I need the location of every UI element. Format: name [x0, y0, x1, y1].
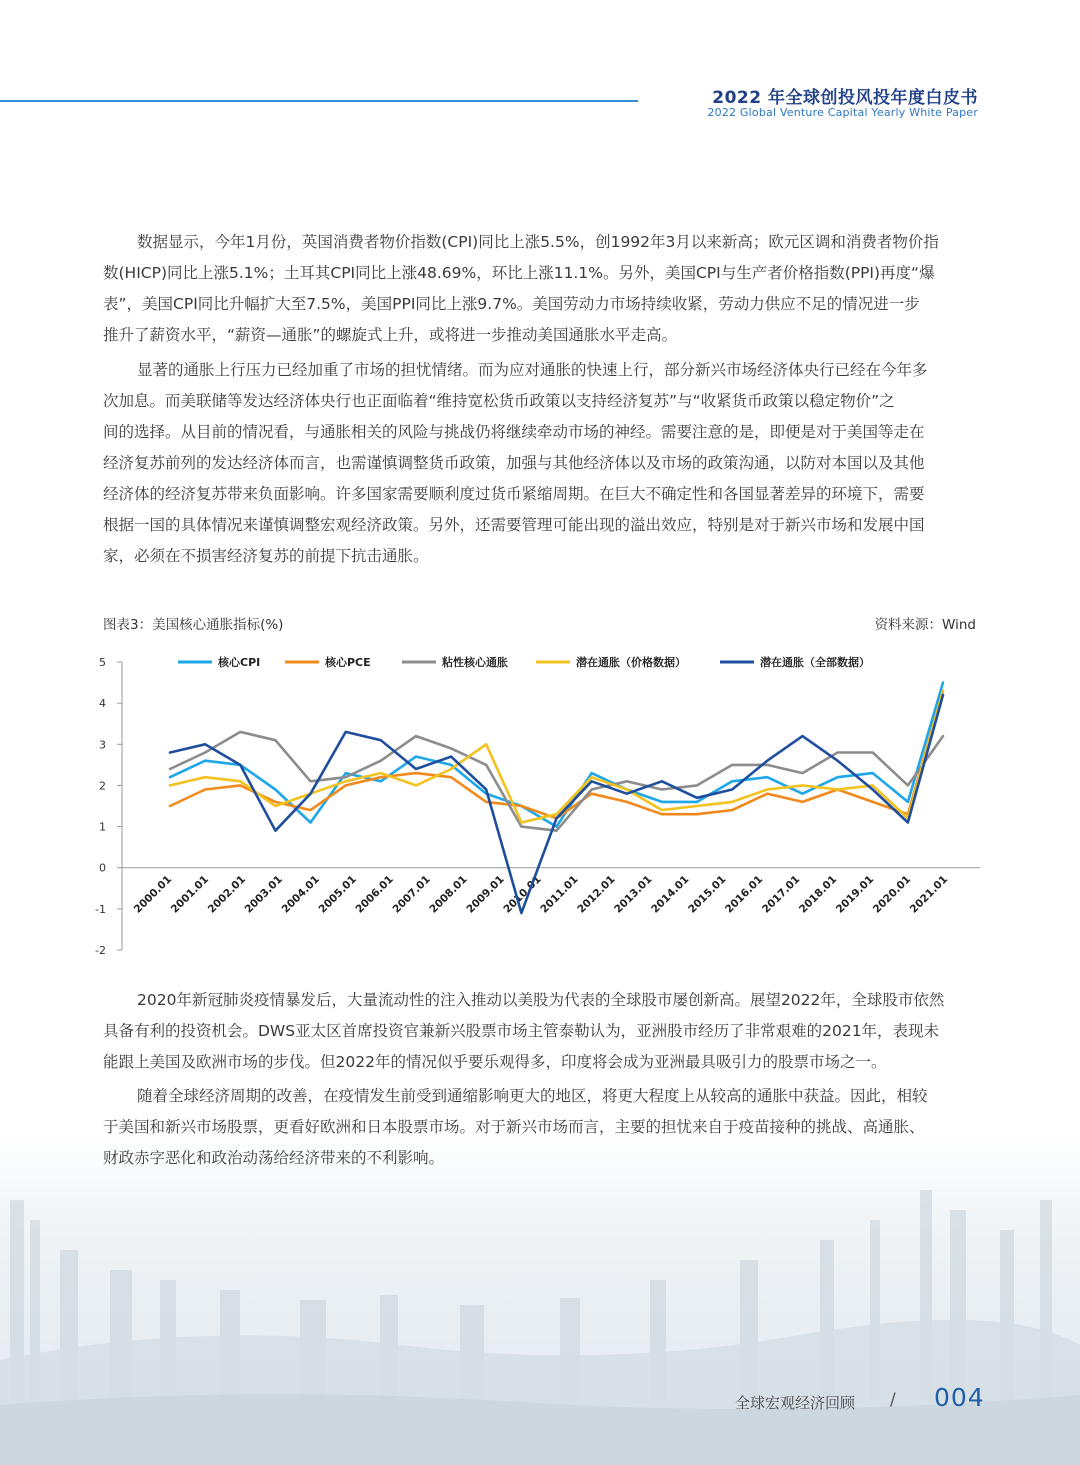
legend-label: 潜在通胀（价格数据）: [576, 656, 686, 669]
x-tick-label: 2007.01: [390, 873, 433, 916]
paragraph-line: 具备有利的投资机会。DWS亚太区首席投资官兼新兴股票市场主管泰勒认为，亚洲股市经历了非常艰难的2021年，表现未: [103, 1022, 940, 1040]
y-tick-label: 0: [99, 861, 106, 875]
x-tick-label: 2004.01: [279, 873, 322, 916]
y-tick-label: 1: [99, 820, 106, 834]
paragraph-line: 于美国和新兴市场股票，更看好欧洲和日本股票市场。对于新兴市场而言，主要的担忧来自于疫苗接种的挑战、高通胀、: [103, 1118, 925, 1136]
y-tick-label: 4: [99, 697, 106, 711]
paragraph-line: 数据显示，今年1月份，英国消费者物价指数(CPI)同比上涨5.5%，创1992年3月以来新高；欧元区调和消费者物价指: [137, 233, 939, 251]
y-tick-label: -1: [95, 902, 106, 916]
x-tick-label: 2014.01: [649, 873, 692, 916]
header-subtitle: 2022 Global Venture Capital Yearly White Paper: [707, 106, 978, 119]
legend-label: 核心CPI: [218, 656, 261, 669]
x-tick-label: 2009.01: [464, 873, 507, 916]
x-tick-label: 2020.01: [870, 873, 914, 916]
paragraph-line: 经济体的经济复苏带来负面影响。许多国家需要顺利度过货币紧缩周期。在巨大不确定性和各国显著差异的环境下，需要: [103, 485, 925, 503]
page-number: 004: [934, 1383, 985, 1412]
series-line-4: [170, 691, 943, 823]
paragraph-2: [103, 355, 979, 572]
footer-section-label: 全球宏观经济回顾: [735, 1394, 856, 1412]
paragraph-line: 数(HICP)同比上涨5.1%；土耳其CPI同比上涨48.69%，环比上涨11.1%。另外，美国CPI与生产者价格指数(PPI)再度“爆: [103, 264, 935, 282]
x-tick-label: 2000.01: [131, 873, 175, 916]
x-tick-label: 2018.01: [796, 873, 840, 916]
paragraph-line: 根据一国的具体情况来谨慎调整宏观经济政策。另外，还需要管理可能出现的溢出效应，特别是对于新兴市场和发展中国: [103, 516, 925, 534]
paragraph-line: 次加息。而美联储等发达经济体央行也正面临着“维持宽松货币政策以支持经济复苏”与“收紧货币政策以稳定物价”之: [103, 392, 895, 410]
paragraph-line: 显著的通胀上行压力已经加重了市场的担忧情绪。而为应对通胀的快速上行，部分新兴市场经济体央行已经在今年多: [137, 361, 928, 379]
y-tick-label: -2: [95, 944, 106, 957]
header-divider: [0, 100, 638, 102]
y-tick-label: 5: [99, 656, 106, 669]
x-tick-label: 2019.01: [833, 873, 877, 916]
x-tick-label: 2005.01: [316, 873, 359, 916]
x-tick-label: 2011.01: [538, 873, 581, 916]
paragraph-line: 推升了薪资水平，“薪资—通胀”的螺旋式上升，或将进一步推动美国通胀水平走高。: [103, 326, 678, 344]
footer-separator: /: [890, 1390, 896, 1410]
x-tick-label: 2001.01: [168, 873, 212, 916]
paragraph-line: 能跟上美国及欧洲市场的步伐。但2022年的情况似乎要乐观得多，印度将会成为亚洲最具吸引力的股票市场之一。: [103, 1053, 887, 1071]
paragraph-1: [103, 227, 979, 351]
x-tick-label: 2006.01: [353, 873, 396, 916]
x-tick-label: 2010.01: [501, 873, 544, 916]
inflation-line-chart: [90, 640, 990, 970]
y-tick-label: 3: [99, 738, 106, 752]
x-tick-label: 2017.01: [760, 873, 803, 916]
paragraph-line: 随着全球经济周期的改善，在疫情发生前受到通缩影响更大的地区，将更大程度上从较高的通胀中获益。因此，相较: [137, 1087, 928, 1105]
legend-label: 粘性核心通胀: [442, 656, 508, 669]
x-tick-label: 2021.01: [907, 873, 951, 916]
paragraph-4: [103, 1081, 979, 1174]
paragraph-3: [103, 985, 979, 1078]
paragraph-line: 表”，美国CPI同比升幅扩大至7.5%，美国PPI同比上涨9.7%。美国劳动力市场持续收紧，劳动力供应不足的情况进一步: [103, 295, 920, 313]
legend-label: 潜在通胀（全部数据）: [760, 656, 870, 669]
x-tick-label: 2013.01: [612, 873, 655, 916]
y-tick-label: 2: [99, 779, 106, 793]
x-tick-label: 2015.01: [686, 873, 729, 916]
x-tick-label: 2016.01: [723, 873, 766, 916]
legend-label: 核心PCE: [325, 656, 371, 669]
x-tick-label: 2012.01: [575, 873, 618, 916]
paragraph-line: 家，必须在不损害经济复苏的前提下抗击通胀。: [103, 547, 429, 565]
paragraph-line: 经济复苏前列的发达经济体而言，也需谨慎调整货币政策，加强与其他经济体以及市场的政策沟通，以防对本国以及其他: [103, 454, 925, 472]
city-skyline-background: [0, 1130, 1080, 1465]
paragraph-line: 财政赤字恶化和政治动荡给经济带来的不利影响。: [103, 1149, 445, 1167]
paragraph-line: 间的选择。从目前的情况看，与通胀相关的风险与挑战仍将继续牵动市场的神经。需要注意的是，即便是对于美国等走在: [103, 423, 925, 441]
figure-source: 资料来源：Wind: [874, 617, 976, 633]
x-tick-label: 2003.01: [242, 873, 285, 916]
paragraph-line: 2020年新冠肺炎疫情暴发后，大量流动性的注入推动以美股为代表的全球股市屡创新高。展望2022年，全球股市依然: [137, 991, 945, 1009]
x-tick-label: 2002.01: [205, 873, 249, 916]
header-title: 2022 年全球创投风投年度白皮书: [712, 88, 978, 108]
x-tick-label: 2008.01: [427, 873, 470, 916]
figure-caption: 图表3：美国核心通胀指标(%): [103, 617, 284, 633]
